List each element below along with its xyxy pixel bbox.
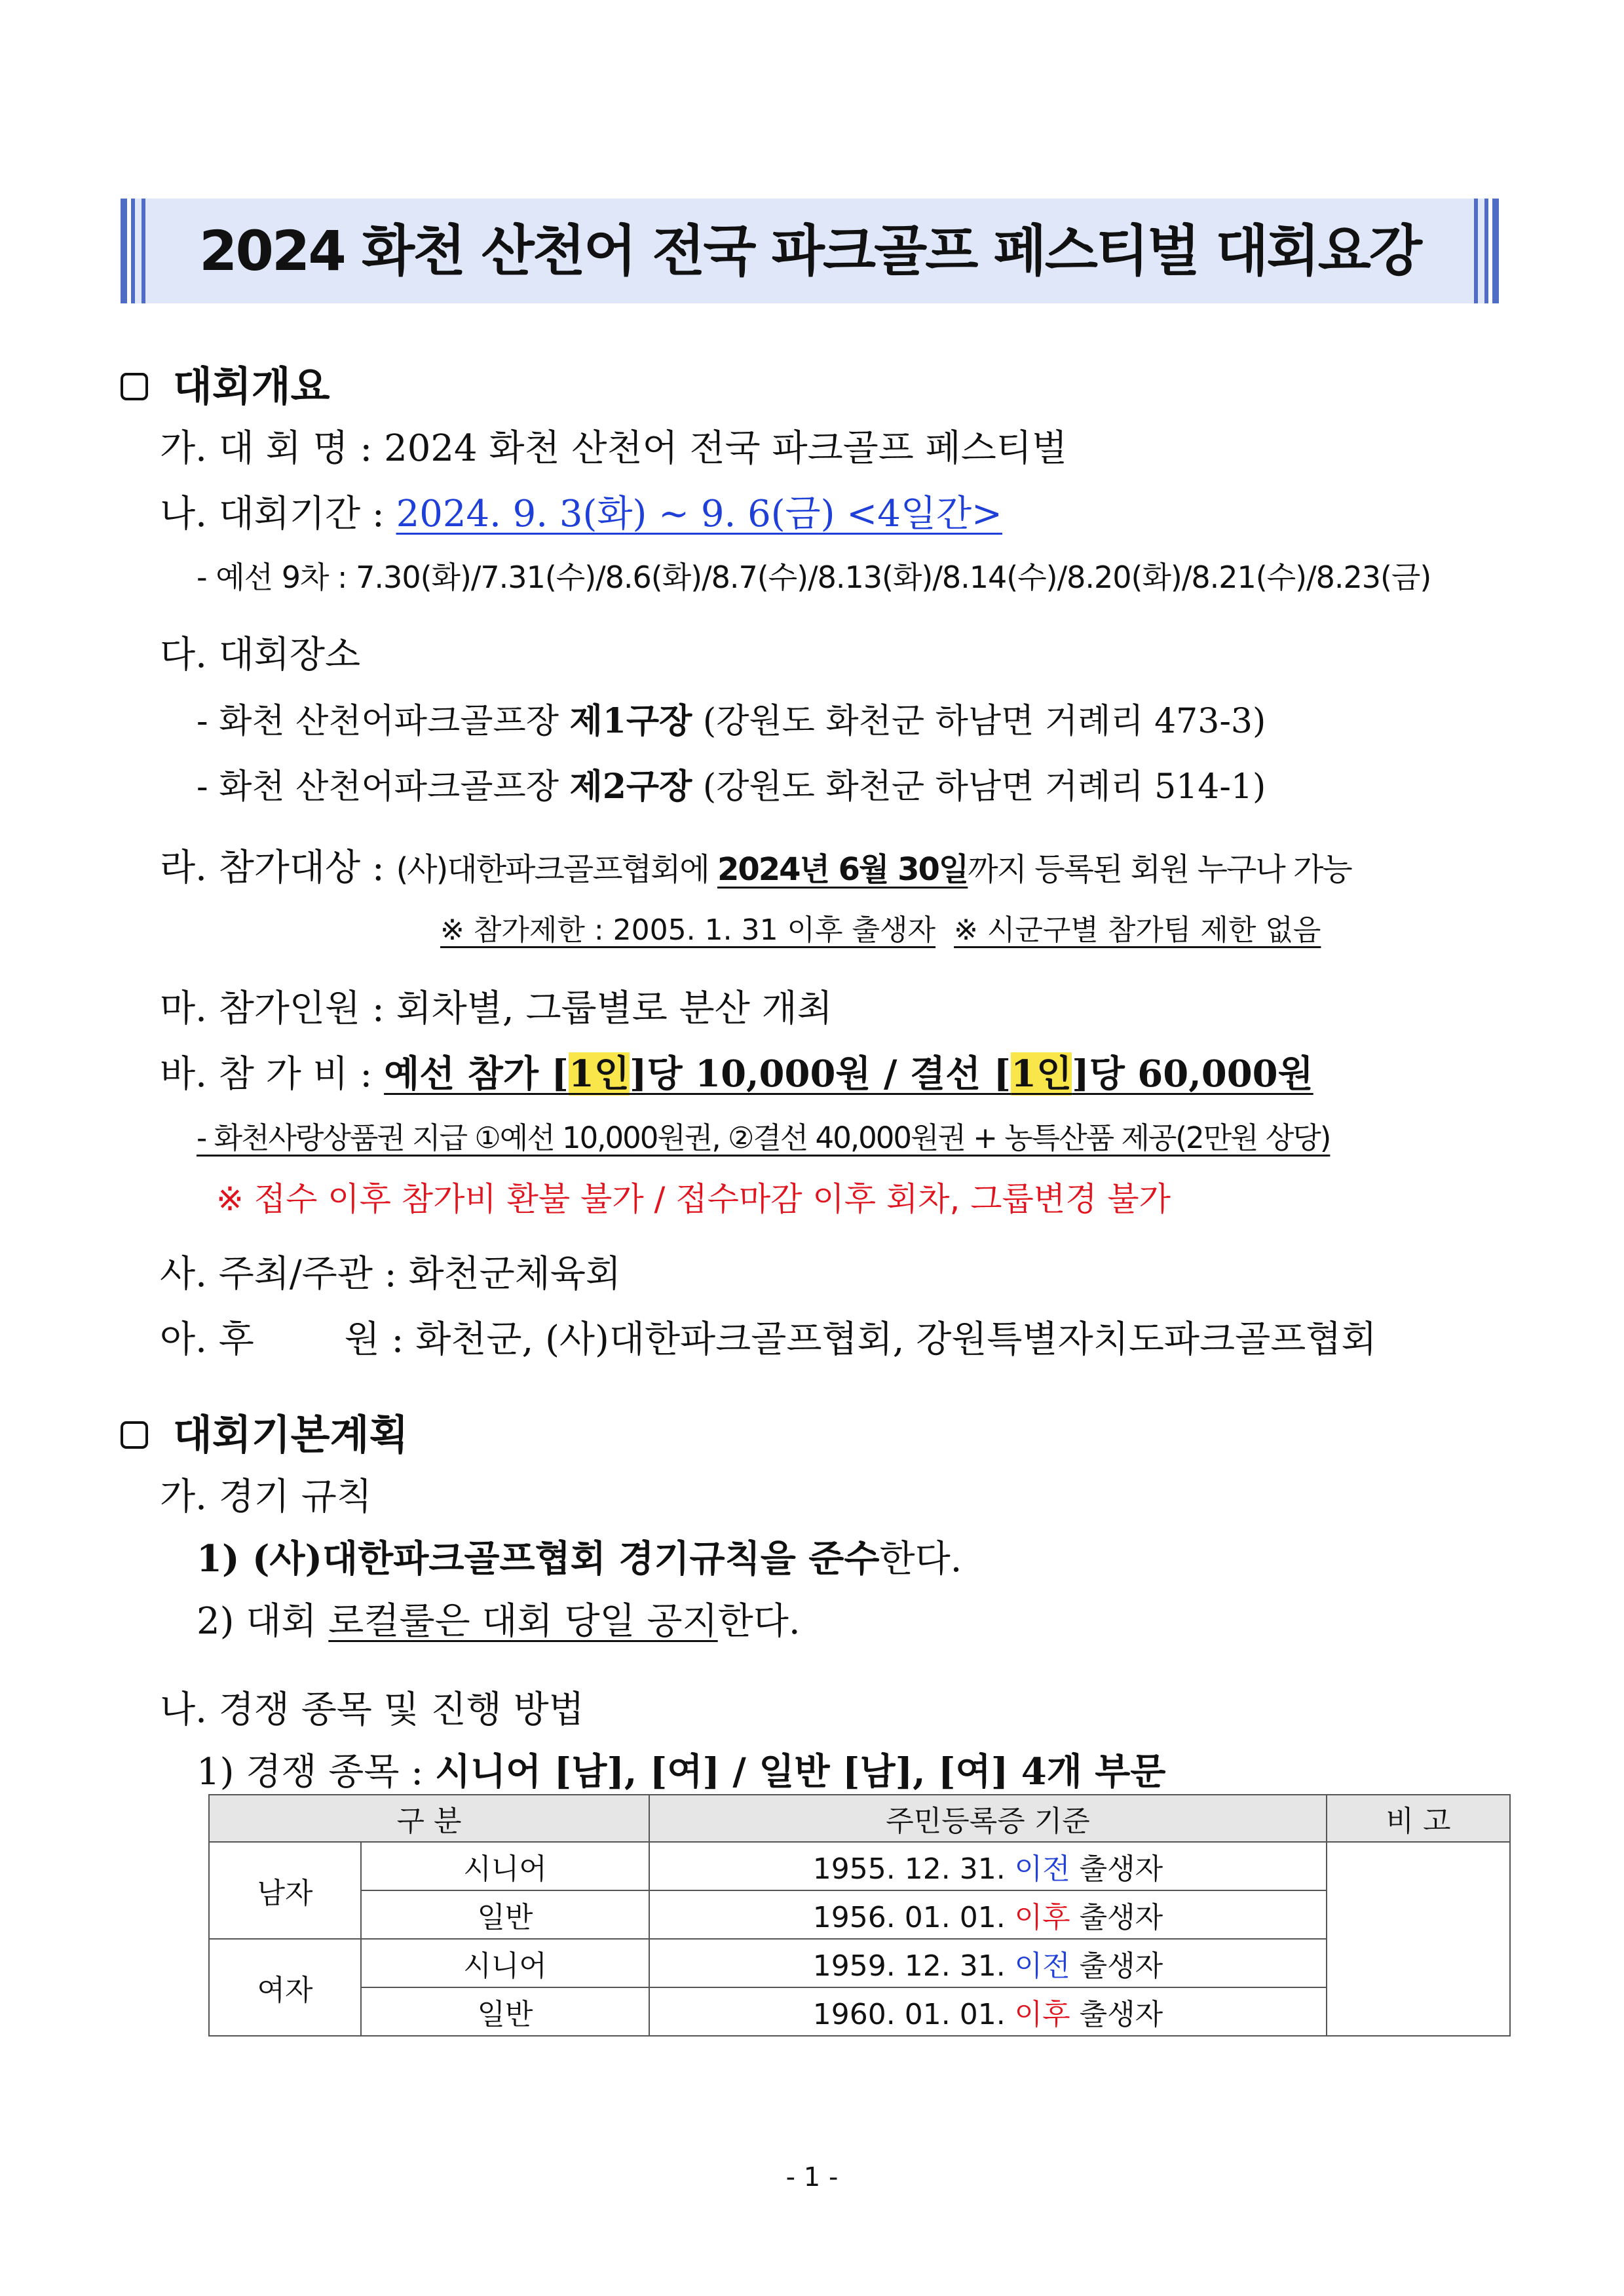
section2-heading-text: 대회기본계획 xyxy=(173,1411,409,1459)
checkbox-square-icon xyxy=(121,1421,148,1449)
birth-date: 1959. 12. 31. xyxy=(812,1949,1015,1983)
sponsor-label-a: 아. 후 xyxy=(160,1318,254,1361)
fee-part-b: ]당 10,000원 / 결선 [ xyxy=(630,1052,1011,1096)
venue-2 xyxy=(197,759,1266,808)
team-limit-note: ※ 시군구별 참가팀 제한 없음 xyxy=(954,913,1321,947)
born-suffix: 출생자 xyxy=(1070,1949,1163,1983)
before-after-mark: 이후 xyxy=(1014,1998,1070,2031)
fee-label: 바. 참 가 비 : xyxy=(160,1053,373,1096)
event-name-value: 2024 화천 산천어 전국 파크골프 페스티벌 xyxy=(384,427,1068,470)
remarks-cell xyxy=(1327,1842,1510,2036)
event-types-label: 1) 경쟁 종목 : xyxy=(197,1751,424,1793)
group-label-female: 여자 xyxy=(209,1939,361,2036)
birth-date: 1955. 12. 31. xyxy=(812,1852,1015,1886)
criteria-cell xyxy=(649,1939,1327,1987)
criteria-cell xyxy=(649,1842,1327,1890)
event-types-row xyxy=(197,1743,1165,1795)
fee-part-c: ]당 60,000원 xyxy=(1072,1052,1313,1096)
organizer-value: 화천군체육회 xyxy=(408,1253,622,1295)
title-bar-left-outer xyxy=(121,199,127,303)
organizer-row xyxy=(160,1245,621,1297)
event-types-value: 시니어 [남], [여] / 일반 [남], [여] 4개 부문 xyxy=(434,1750,1166,1793)
eligibility-notes xyxy=(440,906,1321,948)
event-period-value: 2024. 9. 3(화) ~ 9. 6(금) <4일간> xyxy=(396,493,1002,535)
header-category: 구 분 xyxy=(209,1795,649,1842)
event-name-row xyxy=(160,419,1067,472)
fee-voucher-note: - 화천사랑상품권 지급 ①예선 10,000원권, ②결선 40,000원권 + 농특산품 제공(2만원 상당) xyxy=(197,1120,1331,1155)
fee-part-a: 예선 참가 [ xyxy=(384,1052,569,1096)
sponsor-label-b: 원 : xyxy=(344,1318,404,1361)
fee-highlight-2: 1인 xyxy=(1011,1052,1072,1096)
section2-heading xyxy=(121,1402,408,1461)
rule-2 xyxy=(197,1592,801,1645)
birth-date: 1956. 01. 01. xyxy=(812,1901,1015,1934)
birthdate-criteria-table xyxy=(208,1794,1511,2037)
refund-warning: ※ 접수 이후 참가비 환불 불가 / 접수마감 이후 회차, 그룹변경 불가 xyxy=(216,1180,1171,1218)
document-title: 2024 화천 산천어 전국 파크골프 페스티벌 대회요강 xyxy=(199,219,1420,283)
checkbox-square-icon xyxy=(121,373,148,400)
birth-date: 1960. 01. 01. xyxy=(812,1998,1015,2031)
eligibility-label: 라. 참가대상 : xyxy=(160,847,385,889)
venue-2-court: 제2구장 xyxy=(569,767,692,807)
event-period-row xyxy=(160,485,1002,537)
category-cell: 일반 xyxy=(361,1890,649,1939)
before-after-mark: 이후 xyxy=(1014,1901,1070,1934)
title-box xyxy=(134,199,1486,303)
section1-heading xyxy=(121,354,330,412)
header-remarks: 비 고 xyxy=(1327,1795,1510,1842)
rule-2-prefix: 2) 대회 xyxy=(197,1600,329,1643)
sponsor-value: 화천군, (사)대한파크골프협회, 강원특별자치도파크골프협회 xyxy=(415,1318,1377,1361)
participants-value: 회차별, 그룹별로 분산 개최 xyxy=(396,987,833,1030)
section1-heading-text: 대회개요 xyxy=(173,362,330,410)
age-restriction-note: ※ 참가제한 : 2005. 1. 31 이후 출생자 xyxy=(440,913,936,947)
eligibility-date: 2024년 6월 30일 xyxy=(717,851,968,888)
participants-label: 마. 참가인원 : xyxy=(160,987,385,1030)
eligibility-prefix: (사)대한파크골프협회에 xyxy=(396,851,717,888)
venue-label: 다. 대회장소 xyxy=(160,634,361,676)
category-cell: 시니어 xyxy=(361,1842,649,1890)
rule-1 xyxy=(197,1530,962,1582)
venue-1-court: 제1구장 xyxy=(569,701,692,741)
fee-highlight-1: 1인 xyxy=(568,1052,630,1096)
eligibility-row xyxy=(160,839,1351,891)
criteria-cell xyxy=(649,1987,1327,2036)
born-suffix: 출생자 xyxy=(1070,1852,1163,1886)
venue-2-address: (강원도 화천군 하남면 거례리 514-1) xyxy=(692,767,1266,807)
header-criteria: 주민등록증 기준 xyxy=(649,1795,1327,1842)
eligibility-value xyxy=(396,851,1351,888)
born-suffix: 출생자 xyxy=(1070,1901,1163,1934)
category-cell: 시니어 xyxy=(361,1939,649,1987)
rule-2-end: 한다. xyxy=(717,1600,801,1643)
participants-row xyxy=(160,980,833,1032)
fee-value xyxy=(384,1052,1313,1096)
events-label: 나. 경쟁 종목 및 진행 방법 xyxy=(160,1689,584,1731)
rule-1-end: 한다. xyxy=(879,1538,962,1580)
event-name-label: 가. 대 회 명 : xyxy=(160,427,373,470)
rules-label: 가. 경기 규칙 xyxy=(160,1476,372,1518)
table-row xyxy=(209,1939,1510,1987)
eligibility-suffix: 까지 등록된 회원 누구나 가능 xyxy=(968,851,1351,888)
born-suffix: 출생자 xyxy=(1070,1998,1163,2031)
venue-1-address: (강원도 화천군 하남면 거례리 473-3) xyxy=(692,702,1266,741)
category-cell: 일반 xyxy=(361,1987,649,2036)
before-after-mark: 이전 xyxy=(1014,1949,1070,1983)
table-header-row xyxy=(209,1795,1510,1842)
before-after-mark: 이전 xyxy=(1014,1852,1070,1886)
prelim-schedule: - 예선 9차 : 7.30(화)/7.31(수)/8.6(화)/8.7(수)/8.13(화)/8.14(수)/8.20(화)/8.21(수)/8.23(금) xyxy=(197,560,1431,595)
fee-row xyxy=(160,1045,1313,1098)
rule-1-main: 1) (사)대한파크골프협회 경기규칙을 준수 xyxy=(197,1537,880,1580)
table-row xyxy=(209,1842,1510,1890)
table-row xyxy=(209,1890,1510,1939)
venue-1-prefix: - 화천 산천어파크골프장 xyxy=(197,702,570,741)
rule-2-underlined: 로컬룰은 대회 당일 공지 xyxy=(328,1600,718,1643)
sponsor-row xyxy=(160,1311,1377,1363)
venue-2-prefix: - 화천 산천어파크골프장 xyxy=(197,767,570,807)
title-bar-right-outer xyxy=(1492,199,1499,303)
criteria-cell xyxy=(649,1890,1327,1939)
table-row xyxy=(209,1987,1510,2036)
page-number: - 1 - xyxy=(785,2162,839,2192)
organizer-label: 사. 주최/주관 : xyxy=(160,1253,397,1295)
venue-1 xyxy=(197,693,1266,742)
group-label-male: 남자 xyxy=(209,1842,361,1939)
event-period-label: 나. 대회기간 : xyxy=(160,493,385,535)
